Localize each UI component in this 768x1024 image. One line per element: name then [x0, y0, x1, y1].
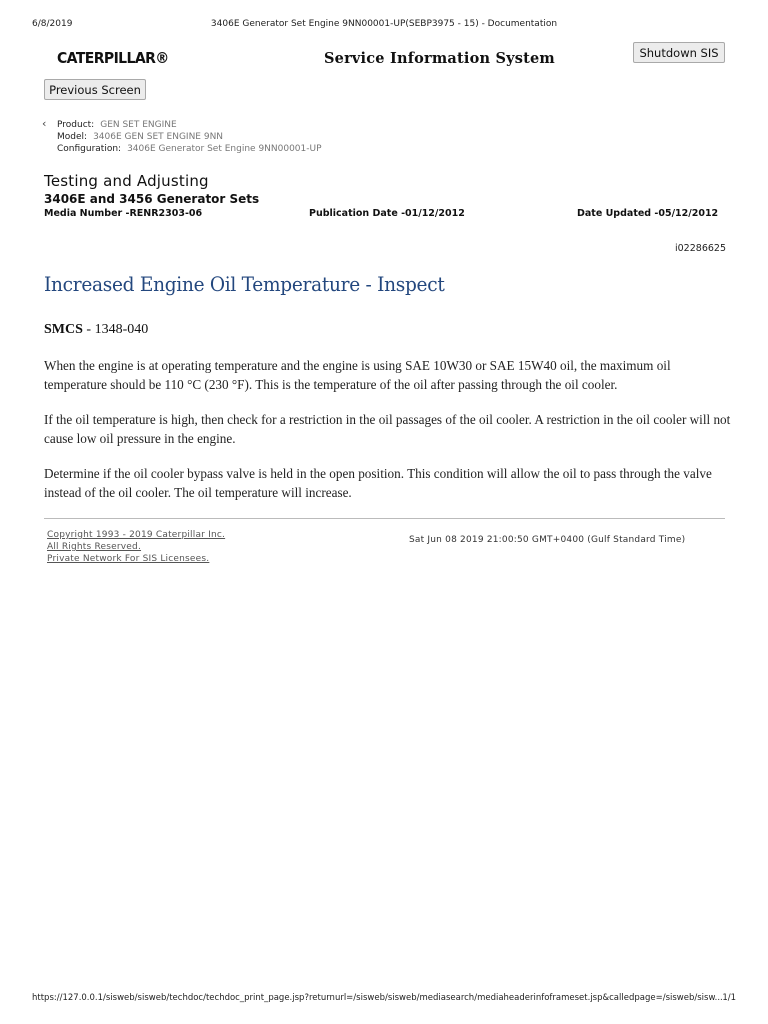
page-title: Increased Engine Oil Temperature - Inspect [44, 273, 445, 296]
smcs-label: SMCS [44, 322, 83, 337]
date-updated: Date Updated -05/12/2012 [577, 208, 719, 219]
smcs-code [44, 322, 148, 338]
product-label: Product: [57, 120, 95, 130]
breadcrumb-model [57, 131, 223, 143]
print-footer-url: https://127.0.0.1/sisweb/sisweb/techdoc/techdoc_print_page.jsp?returnurl=/sisweb/sisweb/mediasearch/mediaheaderinfoframeset.jsp&calledpage=/sisweb/sisw... [32, 993, 723, 1003]
breadcrumb-product [57, 119, 177, 131]
shutdown-sis-button[interactable]: Shutdown SIS [633, 42, 725, 63]
footer-divider [44, 518, 725, 519]
model-label: Model: [57, 132, 88, 142]
copyright-link[interactable]: Copyright 1993 - 2019 Caterpillar Inc. [47, 530, 226, 540]
breadcrumb-configuration [57, 143, 322, 155]
body-paragraph: When the engine is at operating temperature and the engine is using SAE 10W30 or SAE 15W40 oil, the maximum oil temperature should be 110 °C (230 °F). This is the temperature of the oil after passing through the oil cooler. [44, 358, 671, 392]
model-value: 3406E GEN SET ENGINE 9NN [93, 132, 224, 142]
configuration-label: Configuration: [57, 144, 122, 154]
private-network-link[interactable]: Private Network For SIS Licensees. [47, 554, 210, 564]
document-id: i02286625 [675, 243, 726, 254]
media-number: Media Number -RENR2303-06 [44, 208, 203, 219]
system-title: Service Information System [324, 50, 555, 67]
configuration-value: 3406E Generator Set Engine 9NN00001-UP [127, 144, 322, 154]
body-paragraph: If the oil temperature is high, then check for a restriction in the oil passages of the oil cooler. A restriction in the oil cooler will not cause low oil pressure in the engine. [44, 412, 731, 446]
section-title: Testing and Adjusting [44, 172, 209, 190]
back-arrow-icon[interactable]: ‹ [42, 117, 47, 130]
publication-date: Publication Date -01/12/2012 [309, 208, 465, 219]
print-footer-page-number: 1/1 [722, 993, 736, 1003]
previous-screen-button[interactable]: Previous Screen [44, 79, 146, 100]
timestamp: Sat Jun 08 2019 21:00:50 GMT+0400 (Gulf Standard Time) [409, 535, 686, 545]
rights-link[interactable]: All Rights Reserved. [47, 542, 142, 552]
document-subtitle: 3406E and 3456 Generator Sets [44, 192, 260, 206]
print-header-date: 6/8/2019 [32, 19, 73, 29]
caterpillar-logo: CATERPILLAR® [57, 50, 169, 68]
body-paragraph: Determine if the oil cooler bypass valve is held in the open position. This condition will allow the oil to pass through the valve instead of the oil cooler. The oil temperature will increase. [44, 466, 712, 500]
smcs-value: - 1348-040 [82, 322, 149, 337]
print-header-title: 3406E Generator Set Engine 9NN00001-UP(SEBP3975 - 15) - Documentation [210, 19, 558, 29]
product-value: GEN SET ENGINE [100, 120, 177, 130]
